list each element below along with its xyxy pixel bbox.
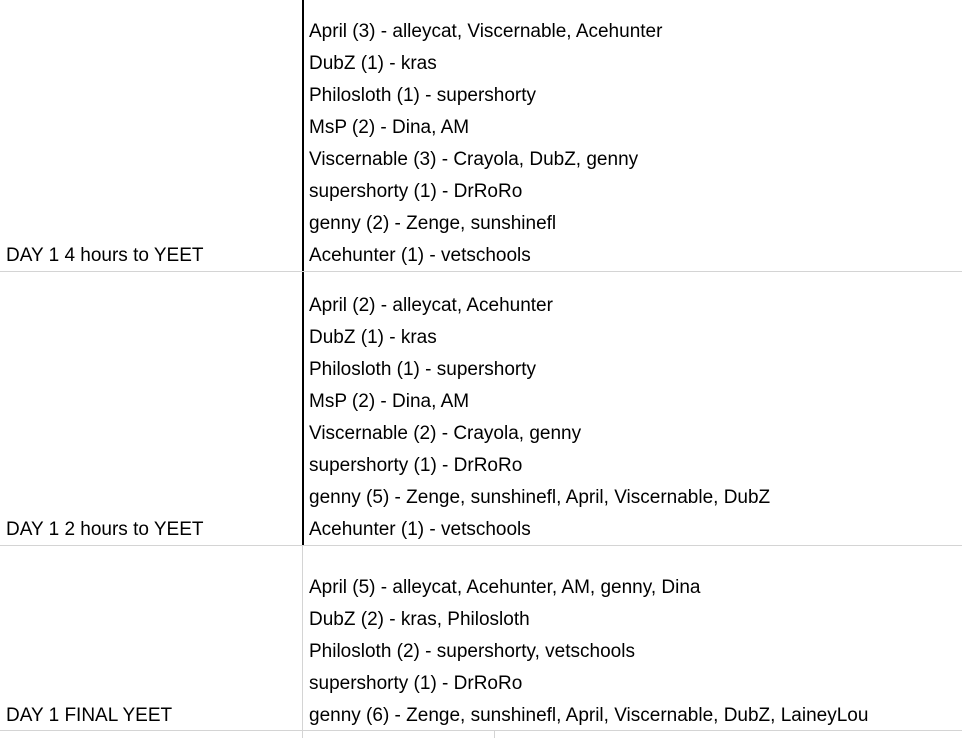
row-label-cell[interactable]: DAY 1 4 hours to YEET <box>6 245 204 266</box>
entry-line: supershorty (1) - DrRoRo <box>309 673 523 694</box>
entry-line: DubZ (1) - kras <box>309 53 437 74</box>
entry-line: genny (2) - Zenge, sunshinefl <box>309 213 557 234</box>
entry-line: Philosloth (2) - supershorty, vetschools <box>309 641 635 662</box>
entry-line: genny (5) - Zenge, sunshinefl, April, Viscernable, DubZ <box>309 487 771 508</box>
entry-line: Acehunter (1) - vetschools <box>309 245 531 266</box>
entries-cell[interactable] <box>309 572 868 732</box>
entry-line: DubZ (2) - kras, Philosloth <box>309 609 530 630</box>
entry-line: April (5) - alleycat, Acehunter, AM, genny, Dina <box>309 577 701 598</box>
row-label-cell[interactable]: DAY 1 FINAL YEET <box>6 705 173 726</box>
entry-line: MsP (2) - Dina, AM <box>309 391 470 412</box>
entry-line: supershorty (1) - DrRoRo <box>309 455 523 476</box>
entry-line: Viscernable (3) - Crayola, DubZ, genny <box>309 149 639 170</box>
entry-line: supershorty (1) - DrRoRo <box>309 181 523 202</box>
entry-line: April (2) - alleycat, Acehunter <box>309 295 553 316</box>
entry-line: Viscernable (2) - Crayola, genny <box>309 423 582 444</box>
entry-line: Acehunter (1) - vetschools <box>309 519 531 540</box>
entry-line: genny (6) - Zenge, sunshinefl, April, Viscernable, DubZ, LaineyLou <box>309 705 869 726</box>
entry-line: DubZ (1) - kras <box>309 327 437 348</box>
row-label-cell[interactable]: DAY 1 2 hours to YEET <box>6 519 204 540</box>
entry-line: Philosloth (1) - supershorty <box>309 359 537 380</box>
entry-line: MsP (2) - Dina, AM <box>309 117 470 138</box>
entry-line: Philosloth (1) - supershorty <box>309 85 537 106</box>
entry-line: April (3) - alleycat, Viscernable, Acehunter <box>309 21 663 42</box>
